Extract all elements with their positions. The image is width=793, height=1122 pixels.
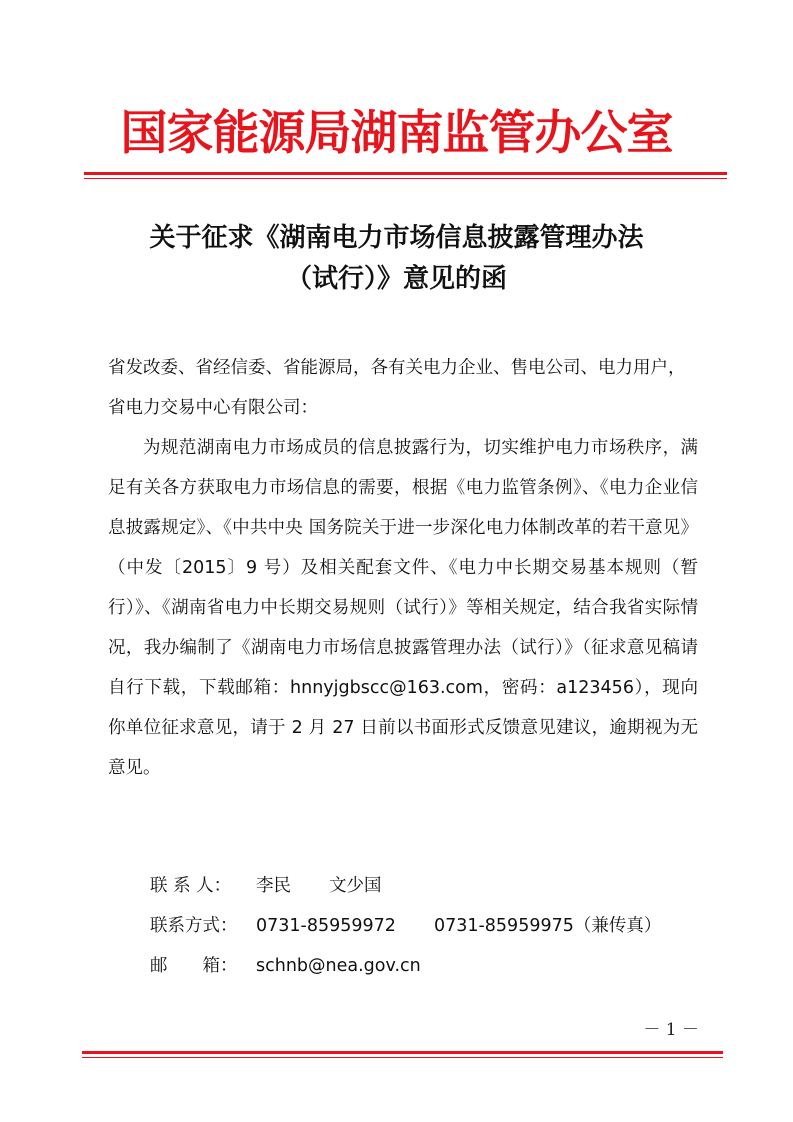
header-red-rule-thick [84, 172, 727, 175]
contact-person-2: 文少国 [329, 876, 382, 896]
contact-person-label: 联 系 人： [150, 876, 232, 896]
contact-phone-2: 0731-85959975（兼传真） [433, 916, 662, 936]
contact-email-row [150, 951, 421, 981]
salutation: 省发改委、省经信委、省能源局，各有关电力企业、售电公司、电力用户，省电力交易中心有限公司： [108, 358, 686, 418]
contact-person-row [150, 871, 382, 901]
org-header-title: 国家能源局湖南监管办公室 [120, 106, 673, 161]
contact-email[interactable]: schnb@nea.gov.cn [256, 956, 421, 976]
contact-phone-1: 0731-85959972 [256, 916, 396, 936]
contact-phone-row [150, 911, 661, 941]
header-red-rule-thin [84, 178, 727, 179]
footer-red-rule-thin [82, 1057, 723, 1058]
contact-phone-label: 联系方式： [150, 916, 238, 936]
document-title-line-2: （试行）》意见的函 [285, 264, 507, 294]
body-paragraph: 为规范湖南电力市场成员的信息披露行为，切实维护电力市场秩序，满足有关各方获取电力市场信息的需要，根据《电力监管条例》、《电力企业信息披露规定》、《中共中央 国务院关于进一步深化电力体制改革的若干意见》（中发〔2015〕9 号）及相关配套文件、《电力中长期交易基本规则（暂行）》、《湖南省电力中长期交易规则（试行）》等相关规定，结合我省实际情况，我办编制了《湖南电力市场信息披露管理办法（试行）》（征求意见稿请自行下载，下载邮箱：hnnyjgbscc@163.com，密码：a123456），现向你单位征求意见，请于 2 月 27 日前以书面形式反馈意见建议，逾期视为无意见。 [108, 438, 698, 778]
document-title-line-1: 关于征求《湖南电力市场信息披露管理办法 [149, 223, 644, 253]
contact-email-label: 邮 箱： [150, 956, 238, 976]
contact-person-1: 李民 [256, 876, 291, 896]
page-number: － 1 － [643, 1020, 699, 1040]
footer-red-rule-thick [82, 1051, 723, 1054]
